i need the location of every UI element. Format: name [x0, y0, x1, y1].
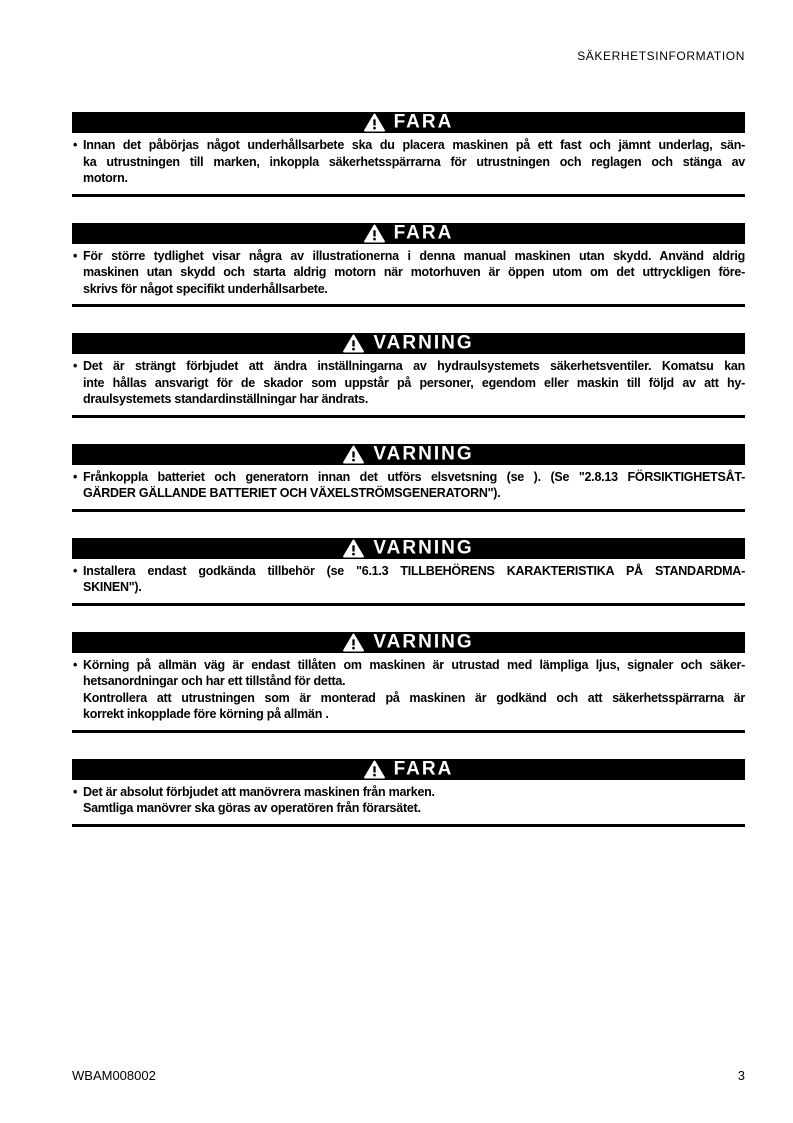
warning-header-bar [72, 759, 745, 780]
warning-paragraph [83, 657, 745, 690]
footer-page-number: 3 [737, 1068, 745, 1083]
warning-paragraph [83, 358, 745, 408]
warning-paragraph [83, 248, 745, 298]
warning-paragraphs [83, 784, 745, 817]
text-line: motorn. [83, 171, 128, 185]
warning-level-label: VARNING [373, 332, 474, 354]
warning-triangle-icon [343, 334, 364, 353]
text-line: Installera endast godkända tillbehör (se "6.1.3 TILLBEHÖRENS KARAKTERISTIKA PÅ STANDARDMA- [83, 563, 745, 578]
text-line: Innan det påbörjas något underhållsarbete ska du placera maskinen på ett fast och jämnt underlag, sän- [83, 138, 745, 152]
warning-box [72, 444, 745, 512]
warning-level-label: FARA [393, 111, 454, 133]
warning-header-bar [72, 444, 745, 465]
bullet-item [72, 563, 745, 596]
warning-header-bar [72, 223, 745, 244]
warning-level-label: FARA [393, 222, 454, 243]
warning-box [72, 333, 745, 418]
warning-header-bar [72, 333, 745, 354]
bullet-item [72, 248, 745, 298]
warning-paragraph [83, 784, 745, 801]
warning-paragraph [83, 690, 745, 723]
warning-triangle-icon [343, 539, 364, 558]
warning-paragraphs [83, 137, 745, 187]
warning-body [72, 133, 745, 187]
warning-box [72, 223, 745, 308]
text-line: Det är absolut förbjudet att manövrera maskinen från marken. [83, 784, 435, 799]
footer-doc-code: WBAM008002 [72, 1068, 156, 1083]
text-line: Frånkoppla batteriet och generatorn innan det utförs elsvetsning (se ). (Se "2.8.13 FÖRSIKTIGHETSÅT- [83, 469, 745, 484]
warning-paragraph [83, 137, 745, 187]
warning-paragraphs [83, 563, 745, 596]
bullet-marker: • [73, 138, 78, 152]
text-line: inte hållas ansvarigt för de skador som uppstår på personer, egendom eller maskin till följd av att hy- [83, 375, 745, 390]
text-line: hetsanordningar och har ett tillstånd för detta. [83, 674, 346, 688]
text-line: ka utrustningen till marken, inkoppla säkerhetsspärrarna för utrustningen och reglagen och stänga av [83, 154, 745, 169]
bullet-marker: • [73, 657, 78, 672]
text-line: Det är strängt förbjudet att ändra inställningarna av hydraulsystemets säkerhetsventiler. Komatsu kan [83, 359, 745, 373]
warning-body [72, 354, 745, 408]
text-line: GÄRDER GÄLLANDE BATTERIET OCH VÄXELSTRÖMSGENERATORN"). [83, 486, 501, 500]
warning-paragraphs [83, 469, 745, 502]
text-line: SKINEN"). [83, 580, 142, 594]
warning-paragraph [83, 563, 745, 596]
warning-triangle-icon [364, 113, 385, 132]
warning-triangle-icon [364, 760, 385, 779]
warning-paragraphs [83, 657, 745, 723]
warning-paragraphs [83, 358, 745, 408]
warning-header-bar [72, 632, 745, 653]
warning-body [72, 653, 745, 723]
warning-box [72, 632, 745, 733]
warning-paragraph [83, 469, 745, 502]
warning-box [72, 538, 745, 606]
text-line: maskinen utan skydd och starta aldrig motorn när motorhuven är öppen utom om det uttryckligen före- [83, 265, 745, 279]
text-line: För större tydlighet visar några av illustrationerna i denna manual maskinen utan skydd. Använd aldrig [83, 248, 745, 263]
bullet-item [72, 657, 745, 723]
text-line: Samtliga manövrer ska göras av operatören från förarsätet. [83, 801, 421, 815]
bullet-item [72, 784, 745, 817]
warning-paragraph [83, 800, 745, 817]
warning-level-label: VARNING [373, 443, 474, 464]
warning-boxes [72, 112, 745, 853]
warning-level-label: FARA [393, 758, 454, 779]
text-line: skrivs för något specifikt underhållsarbete. [83, 281, 328, 296]
warning-triangle-icon [343, 445, 364, 464]
warning-header-bar [72, 112, 745, 133]
warning-level-label: VARNING [373, 631, 474, 652]
warning-body [72, 465, 745, 502]
warning-box [72, 759, 745, 827]
warning-box [72, 112, 745, 197]
page-footer [72, 1068, 745, 1083]
warning-body [72, 244, 745, 298]
bullet-marker: • [73, 784, 78, 799]
bullet-item [72, 358, 745, 408]
text-line: Kontrollera att utrustningen som är monterad på maskinen är godkänd och att säkerhetsspärrarna är [83, 690, 745, 705]
warning-triangle-icon [364, 224, 385, 243]
bullet-marker: • [73, 469, 78, 484]
warning-body [72, 559, 745, 596]
text-line: draulsystemets standardinställningar har ändrats. [83, 392, 369, 406]
text-line: korrekt inkopplade före körning på allmän . [83, 707, 329, 721]
warning-level-label: VARNING [373, 537, 474, 558]
warning-header-bar [72, 538, 745, 559]
bullet-marker: • [73, 563, 78, 578]
bullet-marker: • [73, 248, 78, 263]
warning-body [72, 780, 745, 817]
bullet-item [72, 469, 745, 502]
page-header-title: SÄKERHETSINFORMATION [577, 49, 745, 63]
text-line: Körning på allmän väg är endast tillåten om maskinen är utrustad med lämpliga ljus, signaler och säker- [83, 657, 745, 672]
bullet-item [72, 137, 745, 187]
warning-triangle-icon [343, 633, 364, 652]
warning-paragraphs [83, 248, 745, 298]
bullet-marker: • [73, 359, 78, 373]
